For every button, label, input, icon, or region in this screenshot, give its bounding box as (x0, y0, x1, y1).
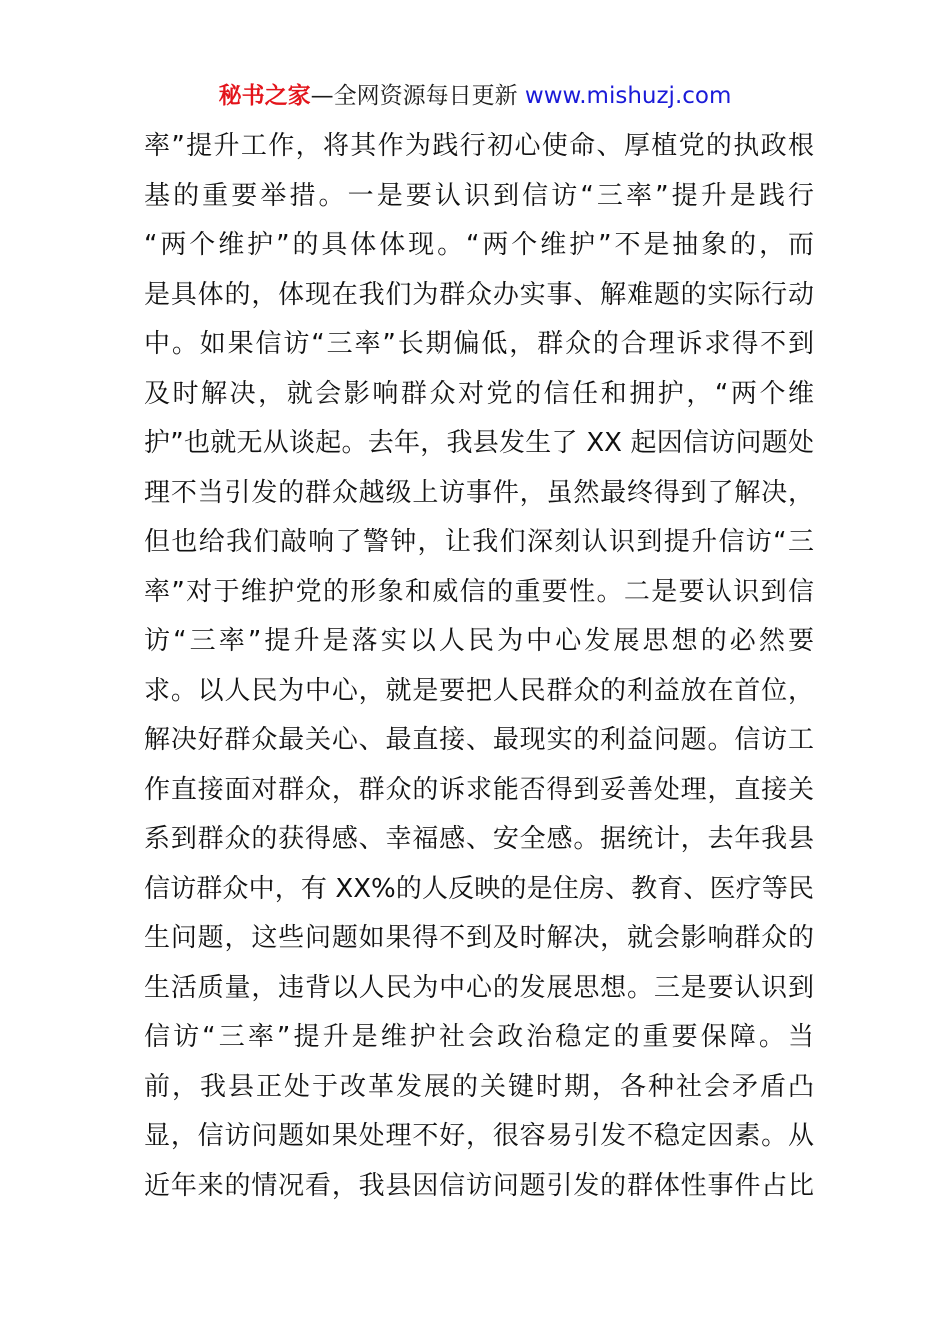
text-line: 解决好群众最关心、最直接、最现实的利益问题。信访工 (144, 725, 814, 755)
text-line: 生问题，这些问题如果得不到及时解决，就会影响群众的 (144, 923, 814, 953)
text-line: 但也给我们敲响了警钟，让我们深刻认识到提升信访“三 (144, 527, 814, 557)
text-line: “两个维护”的具体体现。“两个维护”不是抽象的，而 (144, 230, 814, 260)
text-line: 信访“三率”提升是维护社会政治稳定的重要保障。当 (144, 1022, 814, 1052)
text-line: 信访群众中，有 XX%的人反映的是住房、教育、医疗等民 (144, 873, 814, 904)
header-tagline: —全网资源每日更新 (310, 83, 518, 109)
text-line: 基的重要举措。一是要认识到信访“三率”提升是践行 (144, 180, 814, 211)
text-line: 是具体的，体现在我们为群众办实事、解难题的实际行动 (144, 279, 814, 310)
text-line: 生活质量，违背以人民为中心的发展思想。三是要认识到 (144, 972, 814, 1003)
site-url-link[interactable]: www.mishuzj.com (524, 83, 732, 109)
text-line: 理不当引发的群众越级上访事件，虽然最终得到了解决， (144, 477, 814, 508)
text-line: 作直接面对群众，群众的诉求能否得到妥善处理，直接关 (144, 774, 814, 805)
text-line: 求。以人民为中心，就是要把人民群众的利益放在首位， (144, 675, 814, 706)
brand-name: 秘书之家 (218, 83, 311, 109)
text-line: 显，信访问题如果处理不好，很容易引发不稳定因素。从 (144, 1121, 814, 1151)
text-line: 及时解决，就会影响群众对党的信任和拥护，“两个维 (144, 378, 814, 409)
text-line: 系到群众的获得感、幸福感、安全感。据统计，去年我县 (144, 824, 814, 854)
text-line: 率”对于维护党的形象和威信的重要性。二是要认识到信 (144, 576, 814, 607)
text-line: 率”提升工作，将其作为践行初心使命、厚植党的执政根 (144, 131, 814, 161)
text-line: 近年来的情况看，我县因信访问题引发的群体性事件占比 (144, 1170, 814, 1201)
document-body (144, 122, 814, 1211)
text-line: 中。如果信访“三率”长期偏低，群众的合理诉求得不到 (144, 329, 814, 359)
text-line: 访“三率”提升是落实以人民为中心发展思想的必然要 (144, 626, 814, 656)
text-line: 护”也就无从谈起。去年，我县发生了 XX 起因信访问题处 (144, 428, 814, 458)
page-header (0, 80, 950, 112)
text-line: 前，我县正处于改革发展的关键时期，各种社会矛盾凸 (144, 1071, 814, 1102)
